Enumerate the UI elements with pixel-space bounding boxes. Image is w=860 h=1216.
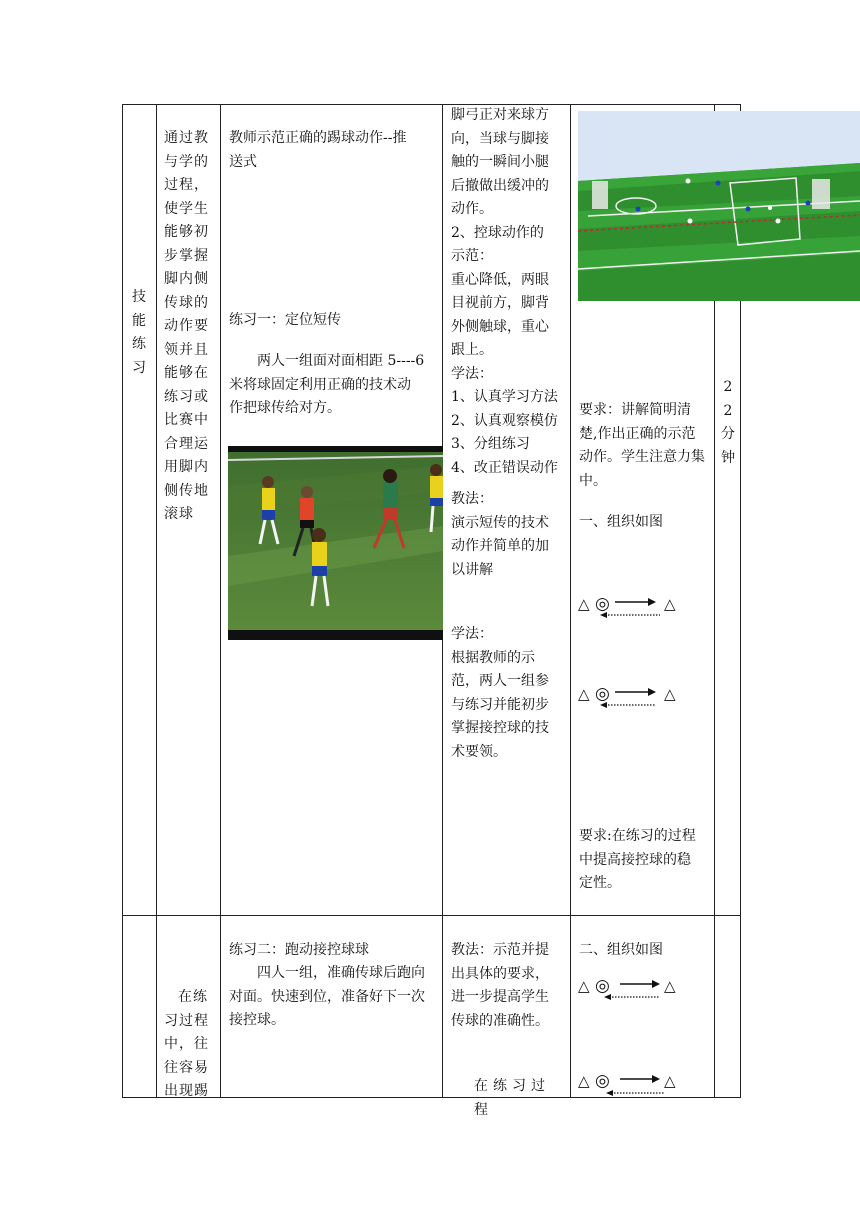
objective-line: 过程，	[164, 177, 209, 193]
objective-line: 动作要	[164, 318, 209, 334]
exercise2-title: 练习二：跑动接控球球	[229, 942, 369, 958]
objective-line: 使学生	[164, 200, 209, 217]
organization-requirement-2	[579, 825, 713, 896]
exercise1-title: 练习一：定位短传	[229, 312, 341, 328]
method-line: 以讲解	[451, 561, 493, 578]
method-line: 术要领。	[451, 743, 507, 760]
player-triangle-icon: △	[578, 1072, 590, 1090]
player-triangle-icon: △	[578, 977, 590, 995]
pass-diagram-3	[578, 972, 708, 1012]
method-line: 后撤做出缓冲的	[451, 177, 549, 194]
ball-icon: ◎	[595, 684, 610, 704]
table-border-top	[122, 104, 741, 105]
content-demo-text	[229, 127, 441, 174]
player-triangle-icon: △	[664, 685, 676, 703]
player-triangle-icon: △	[664, 595, 676, 613]
method-line: 根据教师的示	[451, 649, 535, 666]
method-line: 向，当球与脚接	[451, 130, 549, 147]
method-line: 演示短传的技术	[451, 514, 549, 531]
objective-line: 脚内侧	[164, 271, 209, 287]
method-line: 示范：	[451, 248, 493, 264]
method-line: 4、改正错误动作	[451, 459, 558, 476]
method-line: 跟上。	[451, 342, 493, 358]
method-text-row2	[451, 939, 567, 1033]
method-line: 掌握接控球的技	[451, 720, 549, 736]
objective-line: 侧传地	[164, 482, 209, 499]
method-line: 学法：	[451, 365, 493, 382]
method-line: 2、控球动作的	[451, 224, 544, 241]
exercise1-line: 米将球固定利用正确的技术动	[229, 376, 411, 393]
exercise2-line: 接控球。	[229, 1012, 285, 1028]
method-line: 进一步提高学生	[451, 989, 549, 1005]
requirement-line: 动作。学生注意力集	[579, 449, 705, 465]
method-line: 与练习并能初步	[451, 696, 549, 713]
time-label-char: 钟	[721, 449, 735, 466]
field-3d-image	[578, 111, 860, 301]
method-line: 2、认真观察模仿	[451, 412, 558, 429]
method-line: 学法：	[451, 626, 493, 642]
objective-line: 中，往	[164, 1036, 209, 1052]
table-col-divider-1	[156, 104, 157, 1097]
method-line: 传球的准确性。	[451, 1012, 549, 1029]
method-line: 脚弓正对来球方	[451, 107, 549, 123]
method-teaching-text	[451, 488, 567, 582]
ball-icon: ◎	[595, 1071, 610, 1091]
table-border-left	[122, 104, 123, 1097]
ball-icon: ◎	[595, 976, 610, 996]
method-line: 外侧触球，重心	[451, 318, 549, 335]
match-photo	[228, 446, 443, 640]
pass-diagram-2	[578, 680, 708, 720]
requirement-line: 定性。	[579, 875, 621, 891]
objective-line: 在练	[178, 989, 208, 1005]
exercise1-body	[229, 350, 441, 421]
section-label-char: 技	[132, 289, 146, 305]
time-label-char: 2	[723, 379, 733, 395]
objective-text-row2	[164, 986, 218, 1104]
time-label-char: 分	[721, 426, 735, 442]
method-line: 动作。	[451, 201, 493, 217]
objective-text-row1	[164, 127, 218, 527]
method-line: 1、认真学习方法	[451, 389, 558, 405]
method-line: 教法：	[451, 491, 493, 507]
requirement-line: 楚,作出正确的示范	[579, 425, 696, 442]
method-learning-text	[451, 623, 567, 764]
objective-line: 往容易	[164, 1059, 209, 1076]
exercise2-body	[229, 962, 441, 1033]
objective-line: 出现踢	[164, 1083, 209, 1099]
organization-requirement-1	[579, 399, 713, 493]
pass-diagram-4	[578, 1064, 708, 1104]
objective-line: 用脚内	[164, 459, 209, 475]
organization-title-1: 一、组织如图	[579, 514, 663, 530]
objective-line: 能够在	[164, 365, 209, 381]
objective-line: 比赛中	[164, 412, 209, 428]
exercise1-line: 两人一组面对面相距 5----6	[257, 353, 425, 369]
time-label	[720, 376, 736, 470]
requirement-line: 要求：讲解简明清	[579, 402, 691, 418]
method-line: 3、分组练习	[451, 436, 530, 452]
requirement-line: 中提高接控球的稳	[579, 851, 691, 868]
player-triangle-icon: △	[664, 1072, 676, 1090]
section-label	[131, 286, 147, 380]
objective-line: 合理运	[164, 435, 209, 452]
table-col-divider-4	[570, 104, 571, 1097]
time-label-char: 2	[723, 402, 733, 419]
demo-line: 送式	[229, 153, 257, 170]
method-line: 重心降低，两眼	[451, 271, 549, 288]
player-triangle-icon: △	[578, 685, 590, 703]
objective-line: 习过程	[164, 1012, 209, 1029]
objective-line: 领并且	[164, 341, 209, 358]
table-row-divider	[122, 915, 741, 916]
exercise1-line: 作把球传给对方。	[229, 400, 341, 416]
method-line: 目视前方，脚背	[451, 295, 549, 311]
objective-line: 步掌握	[164, 247, 209, 264]
ball-icon: ◎	[595, 594, 610, 614]
method-text-row1	[451, 104, 567, 480]
player-triangle-icon: △	[578, 595, 590, 613]
pass-diagram-1	[578, 590, 708, 630]
method-line: 范，两人一组参	[451, 673, 549, 689]
objective-line: 练习或	[164, 388, 209, 405]
objective-line: 传球的	[164, 294, 209, 311]
section-label-char: 习	[132, 359, 146, 376]
requirement-line: 中。	[579, 472, 607, 489]
requirement-line: 要求:在练习的过程	[579, 828, 696, 844]
objective-line: 能够初	[164, 224, 209, 240]
objective-line: 与学的	[164, 153, 209, 170]
table-col-divider-2	[220, 104, 221, 1097]
method-line: 教法：示范并提	[451, 942, 549, 958]
exercise2-line: 对面。快速到位，准备好下一次	[229, 988, 425, 1005]
player-triangle-icon: △	[664, 977, 676, 995]
method-line: 动作并简单的加	[451, 538, 549, 554]
objective-line: 滚球	[164, 506, 194, 522]
method-line: 出具体的要求，	[451, 965, 549, 982]
method-line: 触的一瞬间小腿	[451, 154, 549, 170]
exercise2-line: 四人一组，准确传球后跑向	[257, 965, 425, 981]
method-tail-text: 在练习过程	[474, 1078, 550, 1118]
section-label-char: 能	[132, 312, 146, 329]
section-label-char: 练	[132, 336, 146, 352]
objective-line: 通过教	[164, 130, 209, 146]
demo-line: 教师示范正确的踢球动作--推	[229, 130, 407, 146]
organization-title-2: 二、组织如图	[579, 942, 663, 958]
